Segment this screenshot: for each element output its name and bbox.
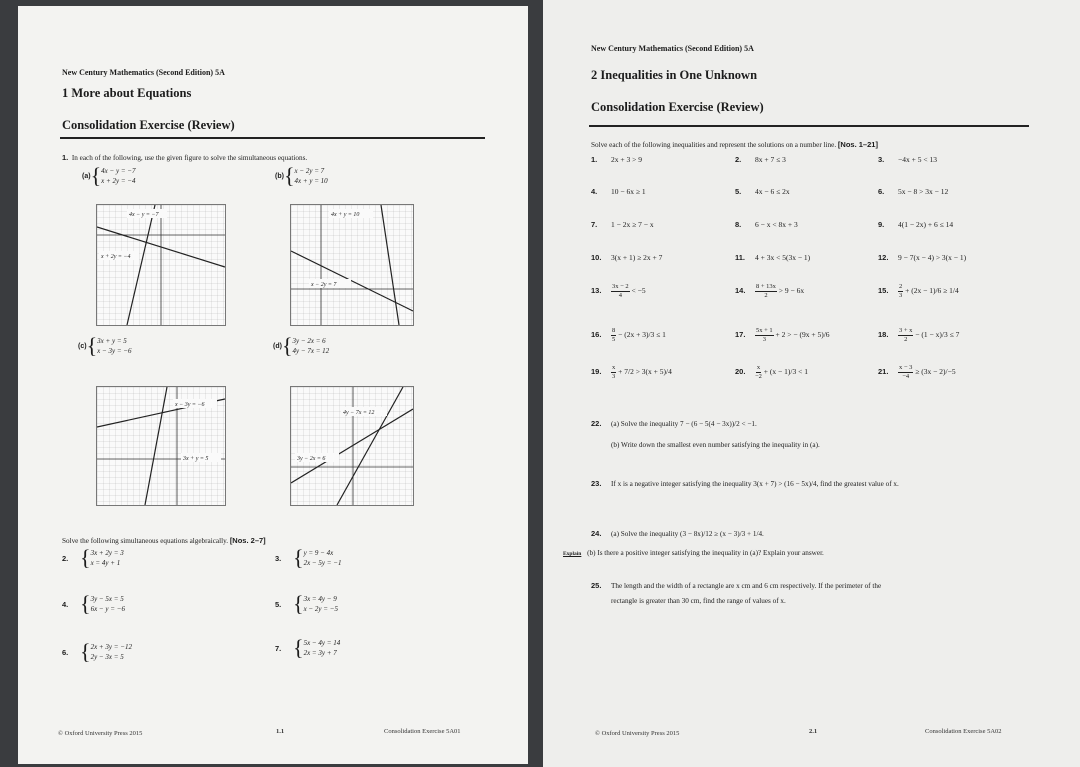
question-number: 5. xyxy=(735,187,742,196)
equation: 3x + 2y = 3 xyxy=(90,549,124,557)
line-label: x + 2y = −4 xyxy=(101,254,131,260)
chapter-title: 2 Inequalities in One Unknown xyxy=(591,68,758,82)
question-number: 6. xyxy=(878,187,885,196)
fraction-numerator: x xyxy=(756,364,761,371)
question-number: 16. xyxy=(591,330,602,340)
system-a xyxy=(82,163,136,188)
question-range: [Nos. 1–21] xyxy=(837,140,878,149)
question-text: (b) Is there a positive integer satisfying the inequality in (a)? Explain your answer. xyxy=(587,549,824,557)
inequality: 9 − 7(x − 4) > 3(x − 1) xyxy=(898,253,967,262)
question-number: 24. xyxy=(591,529,602,538)
equation: x − 2y = −5 xyxy=(303,605,338,613)
equation: 3y − 5x = 5 xyxy=(90,595,124,603)
question-number: 7. xyxy=(275,643,282,653)
graph-d xyxy=(290,386,414,506)
inequality: + 7/2 > 3(x + 5)/4 xyxy=(618,367,672,377)
inequality-8 xyxy=(735,220,798,229)
inequality-12 xyxy=(878,253,966,262)
footer-page-number: 2.1 xyxy=(809,728,818,735)
book-title: New Century Mathematics (Second Edition) 5A xyxy=(591,44,754,53)
section-title: Consolidation Exercise (Review) xyxy=(591,100,764,114)
inequality: − (2x + 3)/3 ≤ 1 xyxy=(618,330,666,340)
inequality: 3(x + 1) ≥ 2x + 7 xyxy=(611,253,663,262)
inequality: 6 − x < 8x + 3 xyxy=(755,220,798,229)
equation: 5x − 4y = 14 xyxy=(303,639,341,647)
inequality-16 xyxy=(591,327,666,344)
equation: x − 2y = 7 xyxy=(294,167,325,175)
inequality: 1 − 2x ≥ 7 − x xyxy=(611,220,654,229)
question-23 xyxy=(591,479,899,488)
system-c xyxy=(78,333,132,358)
line-label: x − 2y = 7 xyxy=(311,282,337,288)
question-24a xyxy=(591,529,764,538)
question-number: 2. xyxy=(62,553,69,563)
footer-page-number: 1.1 xyxy=(276,728,285,735)
question-7 xyxy=(275,635,341,660)
fraction-denominator: 4 xyxy=(618,292,622,299)
question-number: 25. xyxy=(591,581,602,590)
question-text: If x is a negative integer satisfying the inequality 3(x + 7) > (16 − 5x)/4, find the greatest value of x. xyxy=(611,480,899,488)
equation: 4x + y = 10 xyxy=(294,177,328,185)
part-label: (d) xyxy=(273,342,282,350)
brace-icon: { xyxy=(293,591,304,616)
brace-icon: { xyxy=(86,333,98,358)
inequality-9 xyxy=(878,220,953,229)
question-3 xyxy=(275,545,342,570)
question-text: The length and the width of a rectangle are x cm and 6 cm respectively. If the perimeter of the xyxy=(611,582,882,590)
inequality: + 2 > − (9x + 5)/6 xyxy=(775,330,830,340)
question-text: (a) Solve the inequality 7 − (6 − 5(4 − 3x))/2 < −1. xyxy=(611,420,757,428)
inequality-4 xyxy=(591,187,646,196)
equation: 2x − 5y = −1 xyxy=(303,559,342,567)
inequality-5 xyxy=(735,187,790,196)
brace-icon: { xyxy=(80,545,91,570)
fraction-numerator: x xyxy=(612,364,616,371)
line-label: x − 3y = −6 xyxy=(175,402,205,408)
question-number: 7. xyxy=(591,220,598,229)
inequality: 10 − 6x ≥ 1 xyxy=(611,187,646,196)
inequality-19 xyxy=(591,364,672,381)
question-25 xyxy=(591,581,881,590)
fraction-denominator: 2 xyxy=(764,292,768,299)
question-number: 10. xyxy=(591,253,602,262)
question-number: 5. xyxy=(275,599,282,609)
brace-icon: { xyxy=(283,163,295,188)
fraction-denominator: 3 xyxy=(612,373,616,380)
question-number: 18. xyxy=(878,330,889,340)
part-label: (a) xyxy=(82,172,91,180)
question-5 xyxy=(275,591,338,616)
question-number: 2. xyxy=(735,155,742,164)
inequality-2 xyxy=(735,155,786,164)
fraction-numerator: 5x + 1 xyxy=(756,327,773,334)
question-number: 13. xyxy=(591,286,602,296)
question-number: 1. xyxy=(591,155,598,164)
question-number: 23. xyxy=(591,479,602,488)
fraction-denominator: 3 xyxy=(899,292,903,299)
question-number: 22. xyxy=(591,419,602,428)
inequality: 4 + 3x < 5(3x − 1) xyxy=(755,253,811,262)
inequality: 4(1 − 2x) + 6 ≤ 14 xyxy=(898,220,954,229)
inequality: 5x − 8 > 3x − 12 xyxy=(898,187,949,196)
inequality: ≥ (3x − 2)/−5 xyxy=(915,367,956,377)
explain-tag: Explain xyxy=(563,551,582,557)
line-label: 3y − 2x = 6 xyxy=(297,456,326,462)
fraction-numerator: 3x − 2 xyxy=(612,283,629,290)
inequality-14 xyxy=(735,283,804,300)
inequality: + (2x − 1)/6 ≥ 1/4 xyxy=(905,286,959,296)
inequality: − (1 − x)/3 ≤ 7 xyxy=(915,330,960,340)
inequality-6 xyxy=(878,187,948,196)
question-1-text: In each of the following, use the given figure to solve the simultaneous equations. xyxy=(71,154,308,162)
line-label: 4x + y = 10 xyxy=(331,212,360,218)
equation: x + 2y = −4 xyxy=(101,177,136,185)
footer-exercise-id: Consolidation Exercise 5A01 xyxy=(384,728,461,735)
inequality-18 xyxy=(878,327,959,344)
brace-icon: { xyxy=(293,635,304,660)
fraction-numerator: 2 xyxy=(899,283,903,290)
question-2-intro xyxy=(62,536,266,545)
fraction-numerator: 8 + 13x xyxy=(756,283,776,290)
section-title: Consolidation Exercise (Review) xyxy=(62,118,235,132)
inequality: 2x + 3 > 9 xyxy=(611,155,642,164)
brace-icon: { xyxy=(90,163,102,188)
question-number: 1. xyxy=(62,153,69,162)
question-22b: (b) Write down the smallest even number satisfying the inequality in (a). xyxy=(611,441,820,449)
book-title: New Century Mathematics (Second Edition) 5A xyxy=(62,68,225,77)
question-number: 11. xyxy=(735,253,746,262)
equation: 3x = 4y − 9 xyxy=(303,595,337,603)
equation: 2x + 3y = −12 xyxy=(90,643,132,651)
intro-text: Solve each of the following inequalities and represent the solutions on a number line. xyxy=(591,141,837,149)
brace-icon: { xyxy=(293,545,304,570)
question-number: 4. xyxy=(62,599,69,609)
equation: 4y − 7x = 12 xyxy=(292,347,330,355)
question-text: (a) Solve the inequality (3 − 8x)/12 ≥ (x − 3)/3 + 1/4. xyxy=(611,530,764,538)
intro-text: Solve the following simultaneous equations algebraically. xyxy=(62,537,229,545)
question-number: 21. xyxy=(878,367,889,377)
question-6 xyxy=(62,639,132,664)
fraction-numerator: x − 3 xyxy=(899,364,913,371)
system-d xyxy=(273,333,330,358)
question-4 xyxy=(62,591,125,616)
fraction-denominator: 2 xyxy=(904,336,908,343)
inequality: < −5 xyxy=(631,286,646,296)
brace-icon: { xyxy=(80,591,91,616)
part-label: (c) xyxy=(78,342,87,350)
equation: 2y − 3x = 5 xyxy=(90,653,124,661)
inequality: −4x + 5 < 13 xyxy=(898,155,937,164)
system-b xyxy=(275,163,328,188)
brace-icon: { xyxy=(281,333,293,358)
graph-b xyxy=(290,204,414,326)
inequality: > 9 − 6x xyxy=(778,286,805,296)
inequality-11 xyxy=(735,253,810,262)
graph-a xyxy=(96,204,226,326)
left-worksheet-page xyxy=(18,6,528,764)
title-rule xyxy=(60,137,485,139)
inequality-3 xyxy=(878,155,937,164)
question-number: 19. xyxy=(591,367,602,377)
inequality: 8x + 7 ≤ 3 xyxy=(755,155,786,164)
inequalities-intro xyxy=(591,140,878,149)
brace-icon: { xyxy=(80,639,91,664)
part-label: (b) xyxy=(275,172,284,180)
equation: 2x = 3y + 7 xyxy=(303,649,337,657)
equation: 4x − y = −7 xyxy=(101,167,136,175)
inequality: 4x − 6 ≤ 2x xyxy=(755,187,790,196)
question-number: 9. xyxy=(878,220,885,229)
question-2 xyxy=(62,545,124,570)
question-number: 17. xyxy=(735,330,746,340)
question-range: [Nos. 2–7] xyxy=(229,536,266,545)
question-number: 3. xyxy=(878,155,885,164)
question-25-line2: rectangle is greater than 30 cm, find the range of values of x. xyxy=(611,597,786,605)
inequality: + (x − 1)/3 < 1 xyxy=(763,367,808,377)
equation: 3y − 2x = 6 xyxy=(292,337,326,345)
question-number: 20. xyxy=(735,367,746,377)
question-number: 12. xyxy=(878,253,889,262)
right-worksheet-page xyxy=(543,0,1080,767)
fraction-denominator: 3 xyxy=(762,336,766,343)
chapter-title: 1 More about Equations xyxy=(62,86,192,100)
inequality-20 xyxy=(735,364,808,381)
inequality-10 xyxy=(591,253,662,262)
question-number: 4. xyxy=(591,187,598,196)
fraction-denominator: 5 xyxy=(612,336,616,343)
inequality-1 xyxy=(591,155,642,164)
equation: x = 4y + 1 xyxy=(90,559,121,567)
question-number: 8. xyxy=(735,220,742,229)
equation: 6x − y = −6 xyxy=(90,605,125,613)
title-rule xyxy=(589,125,1029,127)
inequality-7 xyxy=(591,220,654,229)
line-label: 4y − 7x = 12 xyxy=(343,410,375,416)
footer-copyright: © Oxford University Press 2015 xyxy=(595,730,680,737)
equation: y = 9 − 4x xyxy=(303,549,334,557)
question-number: 3. xyxy=(275,553,282,563)
question-number: 6. xyxy=(62,647,69,657)
equation: 3x + y = 5 xyxy=(97,337,127,345)
footer-exercise-id: Consolidation Exercise 5A02 xyxy=(925,728,1002,735)
question-24b xyxy=(563,549,824,557)
question-number: 14. xyxy=(735,286,746,296)
inequality-21 xyxy=(878,364,956,381)
inequality-13 xyxy=(591,283,646,300)
inequality-15 xyxy=(878,283,959,300)
line-label: 4x − y = −7 xyxy=(129,212,159,218)
fraction-denominator: −4 xyxy=(902,373,910,380)
fraction-numerator: 3 + x xyxy=(899,327,913,334)
equation: x − 3y = −6 xyxy=(97,347,132,355)
inequality-17 xyxy=(735,327,830,344)
footer-copyright: © Oxford University Press 2015 xyxy=(58,730,143,737)
fraction-numerator: 8 xyxy=(612,327,616,334)
question-22a xyxy=(591,419,757,428)
question-number: 15. xyxy=(878,286,889,296)
question-1 xyxy=(62,153,307,162)
graph-c xyxy=(96,386,226,506)
fraction-denominator: −2 xyxy=(755,373,762,380)
line-label: 3x + y = 5 xyxy=(183,456,209,462)
